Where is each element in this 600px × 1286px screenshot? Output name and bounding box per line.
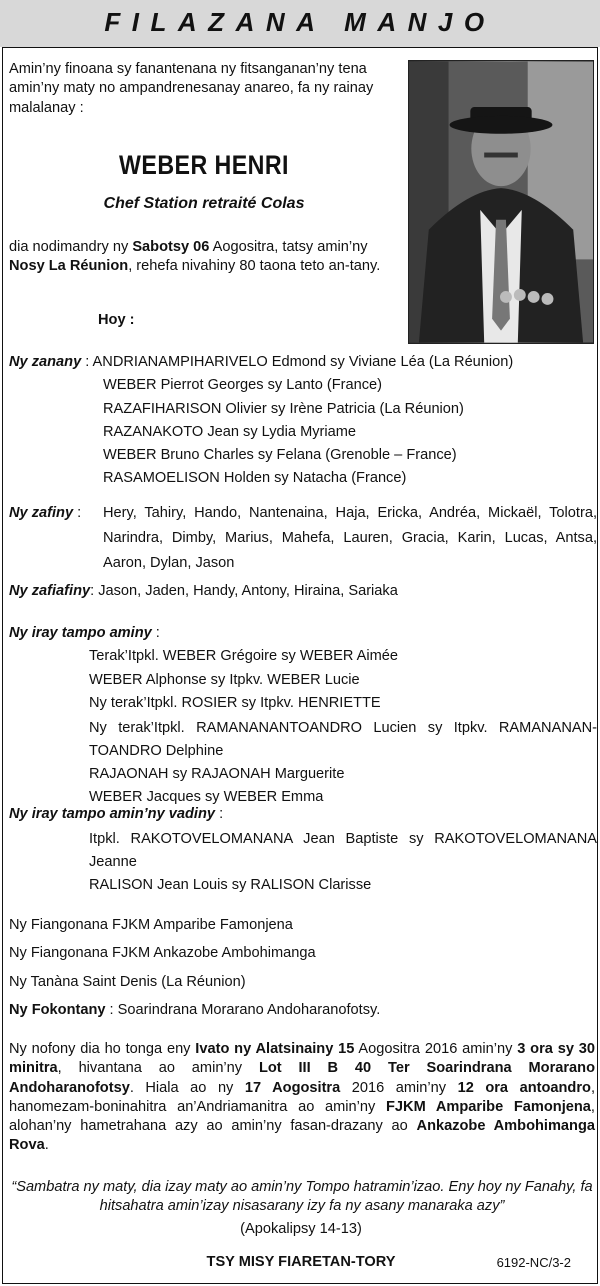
iray-tampo-vadiny-section — [9, 805, 597, 896]
iray-tampo-item-3: Ny terak’Itpkl. ROSIER sy Itpkv. HENRIETTE — [89, 694, 381, 711]
funeral-t6: , hanomezam-boninahitra an’Andriamanitra ao amin’ny — [9, 1079, 595, 1115]
iray-tampo-vadiny-label: Ny iray tampo amin’ny vadiny — [9, 806, 216, 822]
zanany-sep: : — [81, 354, 93, 370]
funeral-b4: 17 Aogositra — [244, 1079, 341, 1096]
funeral-t8: . — [44, 1137, 49, 1154]
deceased-name: WEBER HENRI — [119, 150, 289, 180]
iray-tampo-item-2: WEBER Alphonse sy Itpkv. WEBER Lucie — [89, 671, 360, 688]
notice-frame — [2, 47, 598, 1284]
church-2: Ny Fiangonana FJKM Ankazobe Ambohimanga — [9, 945, 316, 962]
portrait-photo — [408, 60, 594, 344]
iray-tampo-sep: : — [151, 625, 160, 641]
zafiny-sep: : — [73, 505, 82, 521]
funeral-t3: , hivantana ao amin’ny — [57, 1060, 259, 1077]
death-place: Nosy La Réunion — [9, 258, 129, 275]
funeral-b1: Ivato ny Alatsinainy 15 — [195, 1041, 355, 1057]
zafiny-label-wrap — [9, 504, 103, 576]
bible-quote-reference: (Apokalipsy 14-13) — [240, 1221, 362, 1237]
zanany-item-2: WEBER Pierrot Georges sy Lanto (France) — [103, 377, 382, 394]
church-3: Ny Tanàna Saint Denis (La Réunion) — [9, 973, 246, 990]
death-notice — [9, 238, 403, 277]
death-text-1: dia nodimandry ny — [9, 239, 133, 255]
churches-section — [9, 916, 597, 1020]
funeral-b7: Ankazobe Ambohimanga Rova — [9, 1118, 595, 1154]
death-day: Sabotsy 06 — [132, 239, 210, 255]
deceased-role: Chef Station retraité Colas — [103, 195, 305, 212]
iray-tampo-heading — [9, 624, 597, 643]
fokontany-label: Ny Fokontany — [9, 1001, 106, 1018]
funeral-t2: Aogositra 2016 amin’ny — [354, 1041, 518, 1057]
iray-tampo-item-4: Ny terak’Itpkl. RAMANANANTOANDRO Lucien sy Itpkv. RAMANANAN-TOANDRO Delphine — [89, 720, 597, 759]
zafiny-section — [9, 504, 597, 576]
funeral-b5: 12 ora antoandro — [457, 1079, 591, 1096]
funeral-t4: . Hiala ao ny — [129, 1079, 245, 1096]
signature-line: TSY MISY FIARETAN-TORY — [206, 1254, 396, 1270]
funeral-t1: Ny nofony dia ho tonga eny — [9, 1041, 196, 1057]
iray-tampo-vadiny-heading — [9, 805, 597, 824]
zafiafiny-section — [9, 582, 597, 601]
zafiafiny-text: Jason, Jaden, Handy, Antony, Hiraina, Sariaka — [98, 583, 398, 599]
zanany-item-1: ANDRIANAMPIHARIVELO Edmond sy Viviane Léa (La Réunion) — [92, 354, 514, 370]
zanany-section — [9, 353, 597, 489]
iray-tampo-item-1: Terak’Itpkl. WEBER Grégoire sy WEBER Aimée — [89, 648, 398, 665]
iray-tampo-section — [9, 624, 597, 808]
church-1: Ny Fiangonana FJKM Amparibe Famonjena — [9, 917, 293, 933]
iray-tampo-item-6: WEBER Jacques sy WEBER Emma — [89, 789, 324, 806]
zafiny-row — [9, 504, 597, 576]
zafiafiny-label: Ny zafiafiny — [9, 583, 91, 599]
iray-tampo-item-5: RAJAONAH sy RAJAONAH Marguerite — [89, 766, 345, 783]
funeral-b2: 3 ora sy 30 minitra — [9, 1041, 595, 1077]
funeral-b6: FJKM Amparibe Famonjena — [386, 1098, 591, 1115]
zanany-item-4: RAZANAKOTO Jean sy Lydia Myriame — [103, 423, 357, 440]
fokontany-text: Soarindrana Morarano Andoharanofotsy. — [117, 1001, 381, 1018]
reference-code: 6192-NC/3-2 — [496, 1255, 571, 1270]
funeral-b3: Lot III B 40 Ter Soarindrana Morarano Andoharanofotsy — [9, 1060, 595, 1096]
funeral-t7: , alohan’ny hametrahana azy ao amin’ny fasan-drazany ao — [9, 1098, 595, 1134]
iray-tampo-vadiny-sep: : — [215, 806, 224, 822]
iray-tampo-vadiny-item-1: Itpkl. RAKOTOVELOMANANA Jean Baptiste sy RAKOTOVELOMANANA Jeanne — [89, 831, 597, 870]
zanany-row-1 — [9, 353, 597, 372]
funeral-details — [9, 1040, 595, 1156]
fokontany-row — [9, 1001, 597, 1020]
iray-tampo-vadiny-item-2: RALISON Jean Louis sy RALISON Clarisse — [89, 877, 372, 894]
fokontany-sep: : — [105, 1001, 118, 1018]
zafiafiny-sep: : — [90, 583, 99, 599]
zanany-item-5: WEBER Bruno Charles sy Felana (Grenoble – France) — [103, 447, 457, 463]
intro-text: Amin’ny finoana sy fanantenana ny fitsanganan’ny tena amin’ny maty no ampandrenesanay anareo, fa ny rainay malalanay : — [9, 61, 374, 116]
funeral-t5: 2016 amin’ny — [340, 1079, 458, 1096]
zanany-item-3: RAZAFIHARISON Olivier sy Irène Patricia (La Réunion) — [103, 400, 464, 417]
zafiny-text: Hery, Tahiry, Hando, Nantenaina, Haja, Ericka, Andréa, Mickaël, Tolotra, Narindra, Dimby, Marius, Mahefa, Lauren, Gracia, Karin, Lucas, Antsa, Aaron, Dylan, Jason — [103, 505, 597, 572]
portrait-photo-icon — [409, 61, 593, 343]
zafiny-label: Ny zafiny — [9, 505, 74, 521]
death-text-2: Aogositra, tatsy amin’ny — [209, 239, 368, 255]
bible-quote: “Sambatra ny maty, dia izay maty ao amin’ny Tompo hatramin’izao. Eny hoy ny Fanahy, fa hitsahatra amin’izay nisasarany izy fa ny asany manaraka azy” — [11, 1179, 593, 1215]
death-text-3: , rehefa nivahiny 80 taona teto an-tany. — [128, 258, 381, 275]
zanany-label: Ny zanany — [9, 354, 82, 370]
hoy-label: Hoy : — [98, 312, 135, 328]
page-title: FILAZANA MANJO — [104, 7, 496, 37]
zanany-item-6: RASAMOELISON Holden sy Natacha (France) — [103, 470, 407, 487]
iray-tampo-label: Ny iray tampo aminy — [9, 625, 152, 641]
header-banner — [0, 0, 600, 47]
